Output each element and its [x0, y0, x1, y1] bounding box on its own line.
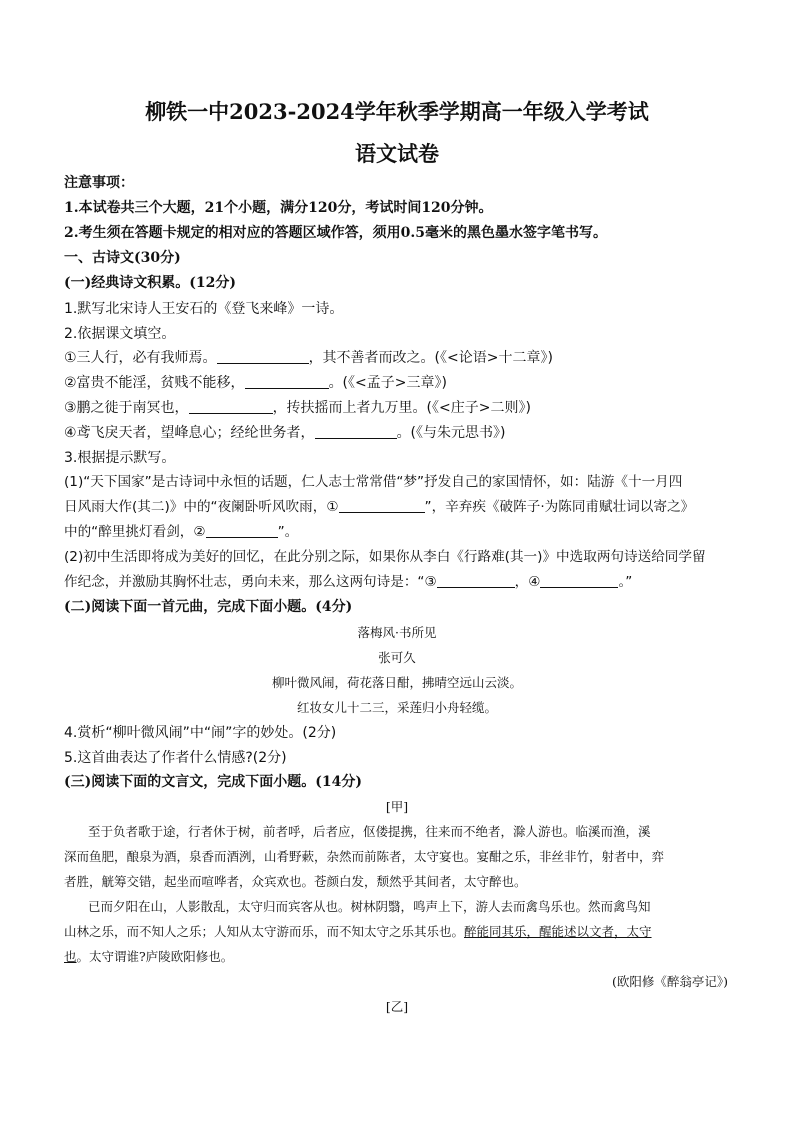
question-2-item-2: ②富贵不能淫，贫贱不能移， 。(《<孟子>三章》) [64, 375, 447, 391]
question-3-1-line-1: (1)“天下国家”是古诗词中永恒的话题，仁人志士常常借“梦”抒发自己的家国情怀，如：陆游《十一月四 [64, 474, 683, 490]
answer-blank[interactable] [437, 573, 515, 588]
passage-1-line-1: 至于负者歌于途，行者休于树，前者呼，后者应，伛偻提携，往来而不绝者，滁人游也。临溪而渔，溪 [88, 824, 651, 839]
question-2: 2.依据课文填空。 [64, 326, 176, 342]
poem-line-2: 红妆女儿十二三，采莲归小舟轻缆。 [296, 700, 497, 715]
question-5: 5.这首曲表达了作者什么情感?(2分) [64, 750, 287, 766]
answer-blank[interactable] [315, 424, 397, 439]
question-3: 3.根据提示默写。 [64, 450, 176, 466]
part-3-heading: (三)阅读下面的文言文，完成下面小题。(14分) [64, 774, 362, 790]
passage-1-line-2: 深而鱼肥，酿泉为酒，泉香而酒洌，山肴野蔌，杂然而前陈者，太守宴也。宴酣之乐，非丝非竹，射者中，弈 [64, 849, 665, 864]
answer-blank[interactable] [339, 498, 425, 513]
passage-1-line-3: 者胜，觥筹交错，起坐而喧哗者，众宾欢也。苍颜白发，颓然乎其间者，太守醉也。 [64, 874, 527, 889]
question-2-item-4: ④鸢飞戾天者，望峰息心；经纶世务者， 。(《与朱元思书》) [64, 425, 506, 441]
text-label-jia: [甲] [385, 799, 409, 814]
question-4: 4.赏析“柳叶微风闹”中“闹”字的妙处。(2分) [64, 725, 337, 741]
answer-blank[interactable] [189, 399, 273, 414]
answer-blank[interactable] [217, 349, 309, 364]
page-subtitle: 语文试卷 [355, 141, 439, 166]
question-3-2-line-1: (2)初中生活即将成为美好的回忆，在此分别之际，如果你从李白《行路难(其一)》中选取两句诗送给同学留 [64, 549, 706, 565]
poem-author: 张可久 [378, 650, 416, 665]
part-2-heading: (二)阅读下面一首元曲，完成下面小题。(4分) [64, 599, 353, 615]
question-3-2-line-2: 作纪念，并激励其胸怀壮志，勇向未来，那么这两句诗是：“③ ，④ 。” [64, 574, 633, 590]
answer-blank[interactable] [245, 374, 329, 389]
poem-title: 落梅风·书所见 [357, 625, 437, 640]
question-3-1-line-2: 日风雨大作(其二)》中的“夜阑卧听风吹雨，① ”，辛弃疾《破阵子·为陈同甫赋壮词以寄之》 [64, 499, 695, 515]
page-title: 柳铁一中2023-2024学年秋季学期高一年级入学考试 [145, 99, 649, 124]
underlined-sentence: 醉能同其乐，醒能述以文者，太守 [464, 924, 652, 939]
notice-heading: 注意事项： [64, 175, 134, 191]
text-label-yi: [乙] [385, 999, 409, 1014]
passage-2-line-3: 也。太守谓谁?庐陵欧阳修也。 [64, 949, 234, 964]
answer-blank[interactable] [206, 523, 278, 538]
question-3-1-line-3: 中的“醉里挑灯看剑，② ”。 [64, 524, 299, 540]
notice-item-2: 2.考生须在答题卡规定的相对应的答题区域作答，须用0.5毫米的黑色墨水签字笔书写。 [64, 225, 607, 241]
part-1-heading: (一)经典诗文积累。(12分) [64, 275, 236, 291]
question-2-item-1: ①三人行，必有我师焉。 ，其不善者而改之。(《<论语>十二章》) [64, 350, 553, 366]
passage-source: (欧阳修《醉翁亭记》) [611, 974, 728, 989]
answer-blank[interactable] [540, 573, 618, 588]
section-1-heading: 一、古诗文(30分) [64, 250, 181, 266]
underlined-sentence-end: 也 [64, 949, 77, 964]
poem-line-1: 柳叶微风闹，荷花落日酣，拂晴空远山云淡。 [271, 675, 522, 690]
notice-item-1: 1.本试卷共三个大题，21个小题，满分120分，考试时间120分钟。 [64, 200, 493, 216]
question-2-item-3: ③鹏之徙于南冥也， ，抟扶摇而上者九万里。(《<庄子>二则》) [64, 400, 531, 416]
question-1: 1.默写北宋诗人王安石的《登飞来峰》一诗。 [64, 301, 344, 317]
passage-2-line-1: 已而夕阳在山，人影散乱，太守归而宾客从也。树林阴翳，鸣声上下，游人去而禽鸟乐也。然而禽鸟知 [88, 899, 651, 914]
passage-2-line-2: 山林之乐，而不知人之乐；人知从太守游而乐，而不知太守之乐其乐也。醉能同其乐，醒能述以文者，太守 [64, 924, 652, 939]
